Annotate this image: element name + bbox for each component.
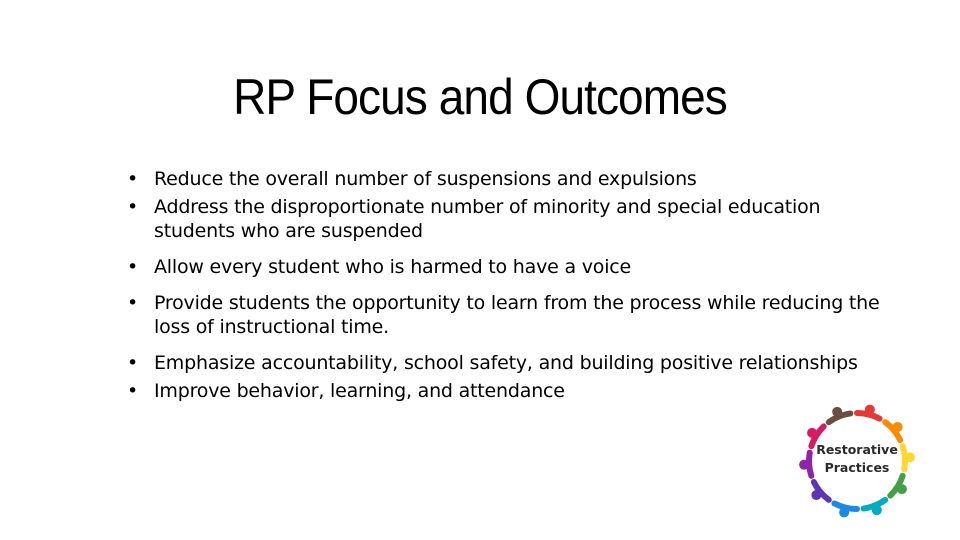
bullet-list [127, 167, 887, 415]
bullet-dot: • [127, 352, 139, 374]
bullet-item [127, 351, 887, 375]
logo-person-head [807, 428, 817, 438]
logo-person-head [865, 405, 875, 415]
logo-person-head [839, 507, 849, 517]
bullet-item [127, 167, 887, 191]
bullet-text: Provide students the opportunity to learn from the process while reducing the loss of instructional time. [154, 292, 880, 338]
logo-person-head [872, 505, 882, 515]
bullet-dot: • [127, 380, 139, 402]
logo-person-head [832, 407, 842, 417]
logo-ring-arc [903, 446, 905, 469]
logo-person-head [799, 460, 809, 470]
slide-title: RP Focus and Outcomes [233, 69, 727, 125]
bullet-text: Allow every student who is harmed to have a voice [154, 256, 632, 278]
logo-person-head [811, 490, 821, 500]
logo-person-head [897, 484, 907, 494]
bullet-dot: • [127, 196, 139, 218]
logo-line-1: Restorative [816, 442, 898, 457]
bullet-dot: • [127, 168, 139, 190]
logo-person-head [905, 452, 915, 462]
bullet-item [127, 379, 887, 403]
bullet-text: Reduce the overall number of suspensions and expulsions [154, 168, 697, 190]
restorative-practices-logo [798, 402, 916, 520]
logo-person-head [893, 422, 903, 432]
bullet-text: Emphasize accountability, school safety, and building positive relationships [154, 352, 858, 374]
logo-line-2: Practices [824, 460, 890, 475]
bullet-dot: • [127, 256, 139, 278]
bullet-text: Address the disproportionate number of minority and special education students who are suspended [154, 196, 821, 242]
bullet-item [127, 291, 887, 339]
bullet-item [127, 195, 887, 243]
bullet-dot: • [127, 292, 139, 314]
bullet-item [127, 255, 887, 279]
logo-ring-arc [809, 453, 811, 476]
bullet-text: Improve behavior, learning, and attendance [154, 380, 565, 402]
